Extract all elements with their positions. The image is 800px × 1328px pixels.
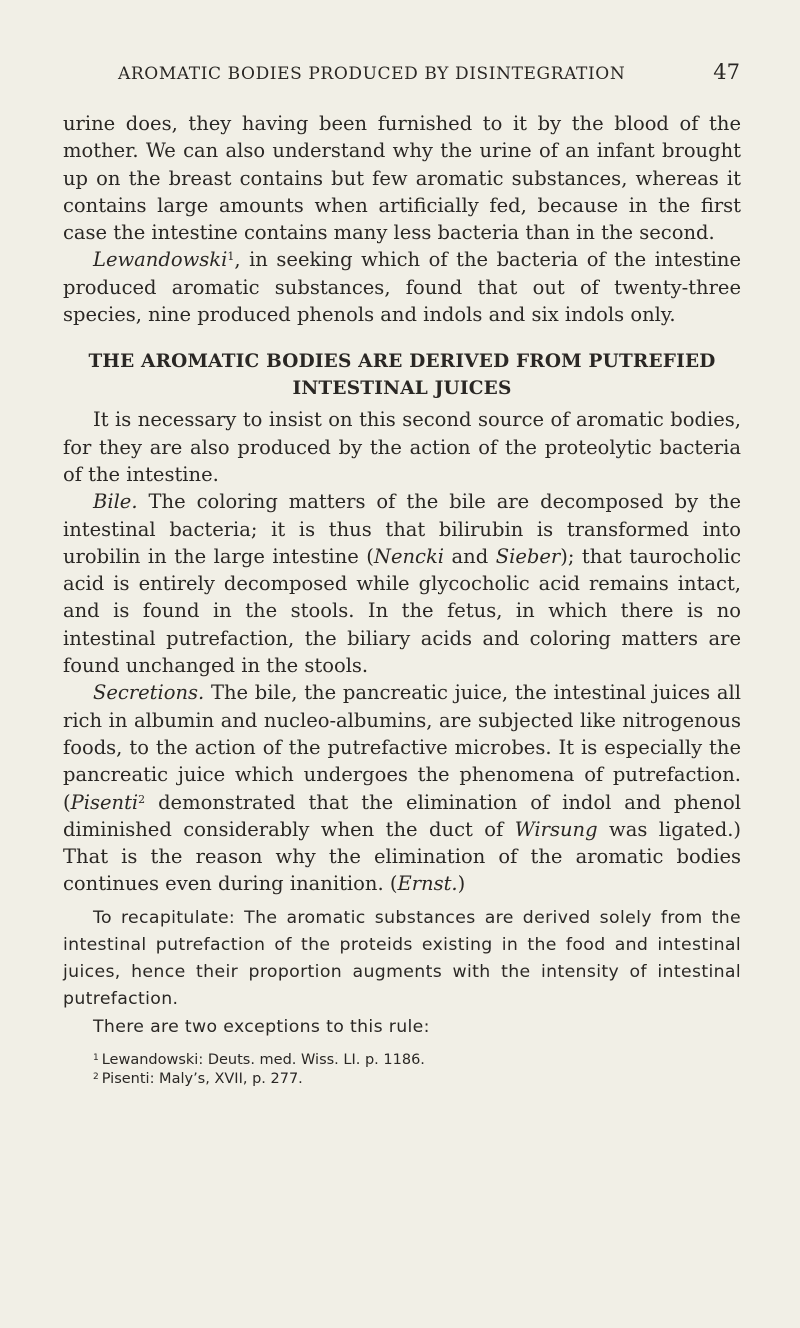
paragraph-urine: urine does, they having been furnished to it by the blood of the mother. We can also understand why the urine of an infant brought up on the breast contains but few aromatic substances, whereas it contains large amounts when artificially fed, because in the first case the intestine contains many less bacteria than in the second. bbox=[63, 112, 741, 245]
page-number: 47 bbox=[713, 60, 740, 84]
wirsung-name: Wirsung bbox=[514, 817, 598, 841]
paragraph-insist: It is necessary to insist on this second source of aromatic bodies, for they are also produced by the action of the proteolytic bacteria of the intestine. bbox=[63, 408, 741, 486]
bile-label: Bile. bbox=[93, 490, 138, 514]
paragraph-recapitulate: To recapitulate: The aromatic substances are derived solely from the intestinal putrefaction of the proteids existing in the food and intestinal juices, hence their proportion augments with the intensity of intestinal putrefaction. bbox=[63, 907, 741, 1010]
paragraph-exceptions: There are two exceptions to this rule: bbox=[93, 1016, 430, 1037]
footnote-1 bbox=[93, 1051, 741, 1070]
footnote-mark-2: 2 bbox=[93, 1071, 99, 1082]
section-heading-line-1: THE AROMATIC BODIES ARE DERIVED FROM PUTREFIED bbox=[88, 351, 716, 373]
author-sieber: Sieber bbox=[495, 544, 561, 568]
author-nencki: Nencki bbox=[373, 544, 445, 568]
paragraph-secretions: Secretions. The bile, the pancreatic juice, the intestinal juices all rich in albumin and nucleo-albumins, are subjected like nitrogenous foods, to the action of the putrefactive microbes. It is especially the pancreatic juice which undergoes the phenomena of putrefaction. (Pisenti$^2$ demonstrated that the elimination of indol and phenol diminished considerably when the duct of Wirsung was ligated.) That is the reason why the elimination of the aromatic bodies continues even during inanition. (Ernst.) bbox=[63, 681, 742, 896]
footnotes bbox=[63, 1051, 741, 1089]
footnote-text-2: Pisenti: Maly’s, XVII, p. 277. bbox=[101, 1070, 303, 1087]
footnote-mark-1: 1 bbox=[93, 1052, 99, 1063]
author-lewandowski: Lewandowski bbox=[93, 248, 228, 272]
paragraph-bile: Bile. The coloring matters of the bile are decomposed by the intestinal bacteria; it is thus that bilirubin is transformed into urobilin in the large intestine (Nencki and Sieber); that taurocholic acid is entirely decomposed while glycocholic acid remains intact, and is found in the stools. In the fetus, in which there is no intestinal putrefaction, the biliary acids and coloring matters are found unchanged in the stools. bbox=[63, 490, 741, 678]
author-pisenti: Pisenti bbox=[70, 790, 139, 814]
footnote-2 bbox=[93, 1070, 741, 1089]
section-heading-line-2: INTESTINAL JUICES bbox=[292, 378, 512, 400]
author-ernst: Ernst. bbox=[397, 872, 458, 896]
secretions-label: Secretions. bbox=[93, 681, 205, 705]
footnote-ref-1: 1 bbox=[227, 250, 235, 264]
section-heading bbox=[63, 348, 741, 402]
paragraph-lewandowski: Lewandowski$^1$, in seeking which of the bacteria of the intestine produced aromatic substances, found that out of twenty-three species, nine produced phenols and indols and six indols only. bbox=[63, 248, 741, 327]
footnote-text-1: Lewandowski: Deuts. med. Wiss. LI. p. 1186. bbox=[101, 1051, 425, 1068]
running-title: AROMATIC BODIES PRODUCED BY DISINTEGRATION bbox=[118, 64, 626, 84]
footnote-ref-2: 2 bbox=[138, 792, 146, 806]
body-text bbox=[63, 110, 741, 1089]
